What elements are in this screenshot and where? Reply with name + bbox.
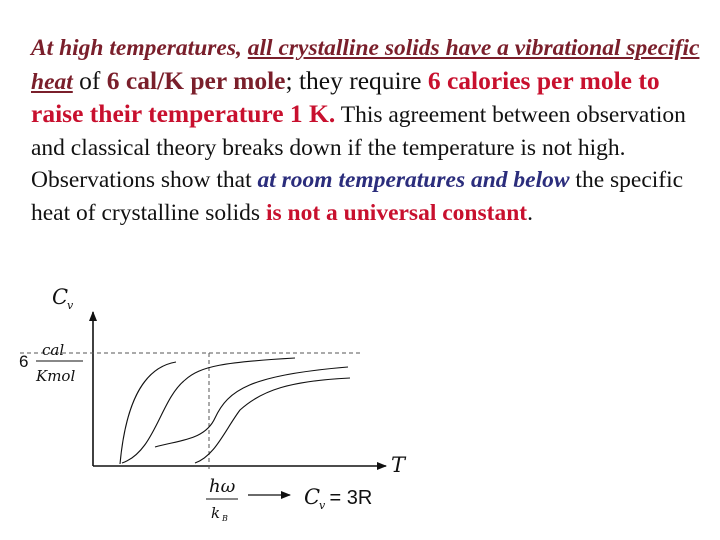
limit-subscript: v <box>319 499 326 512</box>
para-part-2: all crystalline solids have a vibrational specific heat <box>31 35 700 95</box>
limit-symbol: C <box>304 485 321 509</box>
x-mark-denominator-subscript: B <box>222 514 228 523</box>
para-part-10: is not a universal constant <box>265 199 528 226</box>
para-part-3: of <box>72 65 107 95</box>
para-part-6: 6 calories per mole to raise their temperature 1 K. <box>31 65 660 128</box>
x-mark-denominator: k <box>211 504 221 522</box>
y-value-label: 6 <box>19 352 29 371</box>
y-axis-symbol: C <box>52 285 69 309</box>
para-part-8: at room temperatures and below <box>257 167 570 193</box>
para-part-7: This agreement between observation and classical theory breaks down if the temperature is not high. Observations show that <box>31 102 686 193</box>
para-part-5: ; they require <box>285 65 428 95</box>
para-part-1: At high temperatures, <box>31 35 248 61</box>
para-part-4: 6 cal/K per mole <box>106 65 286 95</box>
para-part-9: the specific heat of crystalline solids <box>31 167 684 226</box>
curve-4 <box>195 378 350 463</box>
y-axis-subscript: v <box>67 299 74 312</box>
y-unit-numerator: cal <box>42 341 65 359</box>
limit-equation: = 3R <box>324 487 373 509</box>
x-mark-numerator: hω <box>209 476 236 497</box>
curve-1 <box>120 362 176 464</box>
para-part-11: . <box>527 199 533 226</box>
x-axis-symbol: T <box>391 453 406 477</box>
curve-3 <box>155 367 348 447</box>
y-unit-denominator: Kmol <box>36 367 76 385</box>
